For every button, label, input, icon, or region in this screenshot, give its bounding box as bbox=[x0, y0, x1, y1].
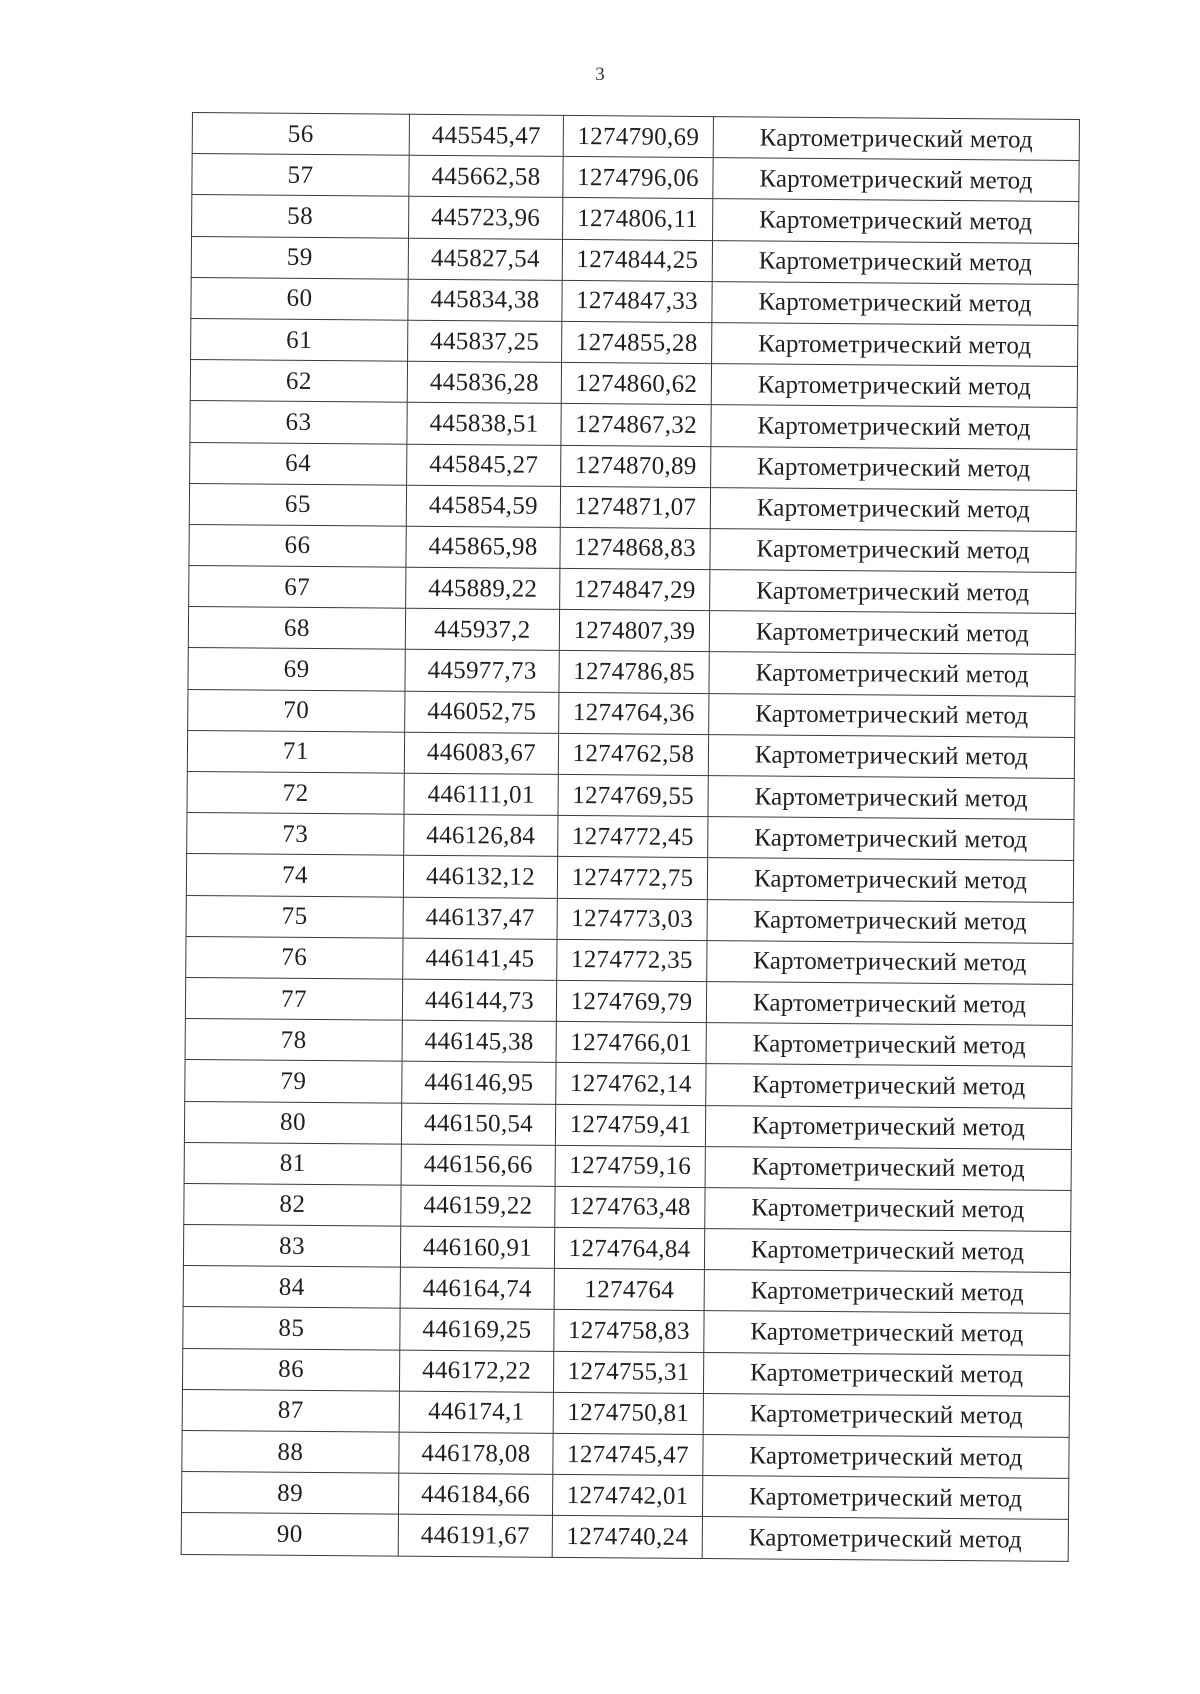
table-row bbox=[183, 1225, 1070, 1273]
point-number-cell: 78 bbox=[185, 1019, 402, 1062]
point-number-cell: 88 bbox=[182, 1430, 399, 1473]
page-number: 3 bbox=[595, 64, 605, 85]
method-cell: Картометрический метод bbox=[704, 1270, 1070, 1314]
y-coordinate-cell: 1274745,47 bbox=[553, 1433, 703, 1475]
method-cell: Картометрический метод bbox=[707, 858, 1073, 902]
point-number-cell: 57 bbox=[192, 154, 409, 197]
method-cell: Картометрический метод bbox=[710, 570, 1076, 614]
point-number-cell: 73 bbox=[187, 813, 404, 856]
point-number-cell: 82 bbox=[184, 1183, 401, 1226]
point-number-cell: 87 bbox=[182, 1389, 399, 1432]
method-cell: Картометрический метод bbox=[712, 281, 1078, 325]
x-coordinate-cell: 445977,73 bbox=[405, 650, 559, 692]
method-cell: Картометрический метод bbox=[702, 1517, 1068, 1561]
point-number-cell: 89 bbox=[181, 1472, 398, 1515]
y-coordinate-cell: 1274855,28 bbox=[562, 321, 712, 363]
point-number-cell: 62 bbox=[190, 360, 407, 403]
coordinates-table bbox=[181, 112, 1080, 1561]
method-cell: Картометрический метод bbox=[708, 776, 1074, 820]
table-row bbox=[181, 1513, 1068, 1561]
point-number-cell: 56 bbox=[192, 113, 409, 156]
coordinates-table-body bbox=[181, 113, 1079, 1561]
table-row bbox=[191, 318, 1078, 366]
y-coordinate-cell: 1274769,55 bbox=[558, 774, 708, 816]
method-cell: Картометрический метод bbox=[706, 1064, 1072, 1108]
table-row bbox=[187, 813, 1074, 861]
method-cell: Картометрический метод bbox=[704, 1229, 1070, 1273]
x-coordinate-cell: 445837,25 bbox=[408, 320, 562, 362]
table-row bbox=[190, 442, 1077, 490]
table-row bbox=[182, 1389, 1069, 1437]
y-coordinate-cell: 1274860,62 bbox=[561, 363, 711, 405]
x-coordinate-cell: 445836,28 bbox=[407, 361, 561, 403]
point-number-cell: 60 bbox=[191, 277, 408, 320]
x-coordinate-cell: 445865,98 bbox=[406, 526, 560, 568]
y-coordinate-cell: 1274786,85 bbox=[559, 651, 709, 693]
table-row bbox=[188, 648, 1075, 696]
y-coordinate-cell: 1274766,01 bbox=[556, 1022, 706, 1064]
method-cell: Картометрический метод bbox=[710, 487, 1076, 531]
x-coordinate-cell: 446160,91 bbox=[400, 1226, 554, 1268]
x-coordinate-cell: 446184,66 bbox=[398, 1473, 552, 1515]
table-row bbox=[184, 1183, 1071, 1231]
method-cell: Картометрический метод bbox=[705, 1146, 1071, 1190]
y-coordinate-cell: 1274807,39 bbox=[559, 610, 709, 652]
point-number-cell: 71 bbox=[187, 730, 404, 773]
table-row bbox=[191, 277, 1078, 325]
x-coordinate-cell: 446052,75 bbox=[405, 691, 559, 733]
point-number-cell: 76 bbox=[186, 936, 403, 979]
coordinates-table-container bbox=[181, 112, 1080, 1561]
table-row bbox=[187, 771, 1074, 819]
table-row bbox=[186, 936, 1073, 984]
x-coordinate-cell: 445937,2 bbox=[405, 608, 559, 650]
method-cell: Картометрический метод bbox=[712, 323, 1078, 367]
x-coordinate-cell: 446083,67 bbox=[404, 732, 558, 774]
point-number-cell: 61 bbox=[191, 318, 408, 361]
x-coordinate-cell: 446137,47 bbox=[403, 897, 557, 939]
table-row bbox=[182, 1430, 1069, 1478]
method-cell: Картометрический метод bbox=[711, 446, 1077, 490]
y-coordinate-cell: 1274762,14 bbox=[556, 1063, 706, 1105]
y-coordinate-cell: 1274847,33 bbox=[562, 280, 712, 322]
method-cell: Картометрический метод bbox=[703, 1393, 1069, 1437]
point-number-cell: 67 bbox=[189, 566, 406, 609]
method-cell: Картометрический метод bbox=[704, 1311, 1070, 1355]
x-coordinate-cell: 446144,73 bbox=[402, 979, 556, 1021]
x-coordinate-cell: 446172,22 bbox=[399, 1350, 553, 1392]
y-coordinate-cell: 1274867,32 bbox=[561, 404, 711, 446]
table-row bbox=[182, 1348, 1069, 1396]
y-coordinate-cell: 1274759,16 bbox=[555, 1145, 705, 1187]
method-cell: Картометрический метод bbox=[708, 734, 1074, 778]
y-coordinate-cell: 1274847,29 bbox=[560, 568, 710, 610]
point-number-cell: 65 bbox=[189, 483, 406, 526]
method-cell: Картометрический метод bbox=[713, 158, 1079, 202]
point-number-cell: 77 bbox=[185, 977, 402, 1020]
x-coordinate-cell: 446132,12 bbox=[403, 856, 557, 898]
y-coordinate-cell: 1274758,83 bbox=[554, 1310, 704, 1352]
table-row bbox=[188, 607, 1075, 655]
table-row bbox=[192, 113, 1079, 161]
point-number-cell: 79 bbox=[185, 1060, 402, 1103]
method-cell: Картометрический метод bbox=[713, 199, 1079, 243]
y-coordinate-cell: 1274870,89 bbox=[561, 445, 711, 487]
point-number-cell: 63 bbox=[190, 401, 407, 444]
table-row bbox=[190, 401, 1077, 449]
table-row bbox=[185, 1019, 1072, 1067]
table-row bbox=[184, 1142, 1071, 1190]
method-cell: Картометрический метод bbox=[705, 1187, 1071, 1231]
method-cell: Картометрический метод bbox=[702, 1476, 1068, 1520]
x-coordinate-cell: 446159,22 bbox=[401, 1185, 555, 1227]
y-coordinate-cell: 1274806,11 bbox=[563, 198, 713, 240]
table-row bbox=[183, 1266, 1070, 1314]
x-coordinate-cell: 445834,38 bbox=[408, 279, 562, 321]
method-cell: Картометрический метод bbox=[706, 982, 1072, 1026]
y-coordinate-cell: 1274769,79 bbox=[556, 980, 706, 1022]
x-coordinate-cell: 446169,25 bbox=[400, 1309, 554, 1351]
point-number-cell: 59 bbox=[191, 236, 408, 279]
table-row bbox=[190, 360, 1077, 408]
x-coordinate-cell: 446191,67 bbox=[398, 1515, 552, 1557]
x-coordinate-cell: 446111,01 bbox=[404, 773, 558, 815]
table-row bbox=[192, 154, 1079, 202]
x-coordinate-cell: 446178,08 bbox=[399, 1432, 553, 1474]
table-row bbox=[189, 524, 1076, 572]
x-coordinate-cell: 446164,74 bbox=[400, 1267, 554, 1309]
table-row bbox=[185, 1060, 1072, 1108]
y-coordinate-cell: 1274772,35 bbox=[557, 939, 707, 981]
y-coordinate-cell: 1274790,69 bbox=[563, 115, 713, 157]
table-row bbox=[185, 977, 1072, 1025]
y-coordinate-cell: 1274796,06 bbox=[563, 157, 713, 199]
point-number-cell: 80 bbox=[184, 1101, 401, 1144]
table-row bbox=[186, 895, 1073, 943]
point-number-cell: 86 bbox=[182, 1348, 399, 1391]
method-cell: Картометрический метод bbox=[709, 693, 1075, 737]
y-coordinate-cell: 1274871,07 bbox=[560, 486, 710, 528]
y-coordinate-cell: 1274764 bbox=[554, 1269, 704, 1311]
y-coordinate-cell: 1274772,75 bbox=[557, 857, 707, 899]
point-number-cell: 83 bbox=[183, 1225, 400, 1268]
method-cell: Картометрический метод bbox=[709, 611, 1075, 655]
y-coordinate-cell: 1274763,48 bbox=[555, 1186, 705, 1228]
x-coordinate-cell: 446146,95 bbox=[402, 1061, 556, 1103]
table-row bbox=[192, 195, 1079, 243]
point-number-cell: 70 bbox=[188, 689, 405, 732]
x-coordinate-cell: 445545,47 bbox=[409, 114, 563, 156]
x-coordinate-cell: 445854,59 bbox=[406, 485, 560, 527]
y-coordinate-cell: 1274764,84 bbox=[554, 1227, 704, 1269]
table-row bbox=[181, 1472, 1068, 1520]
method-cell: Картометрический метод bbox=[709, 652, 1075, 696]
table-row bbox=[184, 1101, 1071, 1149]
x-coordinate-cell: 445827,54 bbox=[408, 238, 562, 280]
y-coordinate-cell: 1274764,36 bbox=[559, 692, 709, 734]
x-coordinate-cell: 446145,38 bbox=[402, 1020, 556, 1062]
y-coordinate-cell: 1274740,24 bbox=[552, 1516, 702, 1558]
method-cell: Картометрический метод bbox=[705, 1105, 1071, 1149]
x-coordinate-cell: 445845,27 bbox=[407, 444, 561, 486]
point-number-cell: 64 bbox=[190, 442, 407, 485]
table-row bbox=[187, 730, 1074, 778]
point-number-cell: 84 bbox=[183, 1266, 400, 1309]
point-number-cell: 81 bbox=[184, 1142, 401, 1185]
point-number-cell: 66 bbox=[189, 524, 406, 567]
point-number-cell: 72 bbox=[187, 771, 404, 814]
y-coordinate-cell: 1274772,45 bbox=[558, 816, 708, 858]
x-coordinate-cell: 445723,96 bbox=[409, 197, 563, 239]
method-cell: Картометрический метод bbox=[710, 528, 1076, 572]
method-cell: Картометрический метод bbox=[712, 240, 1078, 284]
method-cell: Картометрический метод bbox=[703, 1435, 1069, 1479]
y-coordinate-cell: 1274742,01 bbox=[552, 1475, 702, 1517]
point-number-cell: 75 bbox=[186, 895, 403, 938]
method-cell: Картометрический метод bbox=[711, 364, 1077, 408]
x-coordinate-cell: 446141,45 bbox=[403, 938, 557, 980]
x-coordinate-cell: 445838,51 bbox=[407, 403, 561, 445]
point-number-cell: 74 bbox=[186, 854, 403, 897]
x-coordinate-cell: 446150,54 bbox=[401, 1103, 555, 1145]
method-cell: Картометрический метод bbox=[708, 817, 1074, 861]
point-number-cell: 85 bbox=[183, 1307, 400, 1350]
point-number-cell: 69 bbox=[188, 648, 405, 691]
y-coordinate-cell: 1274750,81 bbox=[553, 1392, 703, 1434]
point-number-cell: 68 bbox=[188, 607, 405, 650]
method-cell: Картометрический метод bbox=[707, 899, 1073, 943]
y-coordinate-cell: 1274755,31 bbox=[553, 1351, 703, 1393]
point-number-cell: 90 bbox=[181, 1513, 398, 1556]
table-row bbox=[183, 1307, 1070, 1355]
method-cell: Картометрический метод bbox=[713, 117, 1079, 161]
method-cell: Картометрический метод bbox=[711, 405, 1077, 449]
y-coordinate-cell: 1274762,58 bbox=[558, 733, 708, 775]
table-row bbox=[188, 689, 1075, 737]
x-coordinate-cell: 445889,22 bbox=[406, 567, 560, 609]
x-coordinate-cell: 446174,1 bbox=[399, 1391, 553, 1433]
table-row bbox=[186, 854, 1073, 902]
x-coordinate-cell: 446126,84 bbox=[404, 814, 558, 856]
y-coordinate-cell: 1274773,03 bbox=[557, 898, 707, 940]
y-coordinate-cell: 1274759,41 bbox=[555, 1104, 705, 1146]
x-coordinate-cell: 446156,66 bbox=[401, 1144, 555, 1186]
x-coordinate-cell: 445662,58 bbox=[409, 155, 563, 197]
table-row bbox=[189, 483, 1076, 531]
y-coordinate-cell: 1274844,25 bbox=[562, 239, 712, 281]
y-coordinate-cell: 1274868,83 bbox=[560, 527, 710, 569]
method-cell: Картометрический метод bbox=[707, 940, 1073, 984]
table-row bbox=[191, 236, 1078, 284]
method-cell: Картометрический метод bbox=[703, 1352, 1069, 1396]
table-row bbox=[189, 566, 1076, 614]
method-cell: Картометрический метод bbox=[706, 1023, 1072, 1067]
point-number-cell: 58 bbox=[192, 195, 409, 238]
